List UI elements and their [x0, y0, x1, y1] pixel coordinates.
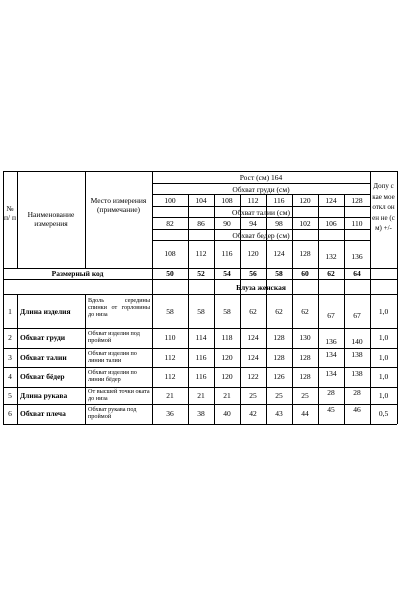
size-code: 64	[353, 269, 361, 278]
chest-value: 116	[273, 196, 285, 205]
row-number: 1	[8, 307, 12, 316]
hips-value: 128	[299, 249, 311, 258]
row-place: Обхват изделия под проймой	[88, 330, 140, 345]
row-value: 45	[327, 405, 335, 414]
row-value: 120	[221, 372, 233, 381]
row-value: 116	[195, 353, 207, 362]
chest-value: 120	[299, 196, 311, 205]
row-tolerance: 1,0	[378, 353, 389, 362]
chest-value: 104	[195, 196, 207, 205]
hips-value: 112	[195, 249, 207, 258]
rule	[3, 171, 397, 172]
row-value: 42	[249, 409, 257, 418]
row-tolerance: 0,5	[378, 409, 389, 418]
row-value: 124	[247, 333, 259, 342]
row-value: 136	[325, 337, 337, 346]
row-value: 134	[325, 369, 337, 378]
row-value: 58	[166, 307, 174, 316]
row-value: 25	[301, 391, 309, 400]
row-tolerance: 1,0	[378, 372, 389, 381]
waist-value: 102	[299, 219, 311, 228]
row-value: 44	[301, 409, 309, 418]
row-value: 25	[275, 391, 283, 400]
row-name: Обхват груди	[20, 333, 66, 342]
size-code: 60	[301, 269, 309, 278]
row-value: 21	[166, 391, 174, 400]
chest-value: 124	[325, 196, 337, 205]
row-value: 38	[197, 409, 205, 418]
waist-value: 90	[223, 219, 231, 228]
row-value: 120	[221, 353, 233, 362]
row-value: 128	[273, 333, 285, 342]
row-value: 62	[301, 307, 309, 316]
row-place: Обхват рукава под проймой	[88, 406, 137, 421]
row-number: 2	[8, 333, 12, 342]
rule	[3, 424, 397, 425]
rule	[152, 206, 370, 207]
row-number: 3	[8, 353, 12, 362]
size-code: 54	[223, 269, 231, 278]
chest-value: 112	[247, 196, 259, 205]
row-value: 126	[273, 372, 285, 381]
row-name: Длина изделия	[20, 307, 71, 316]
waist-value: 94	[249, 219, 257, 228]
hips-value: 116	[221, 249, 233, 258]
chest-value: 108	[221, 196, 233, 205]
row-value: 62	[249, 307, 257, 316]
row-place: От высшей точки оката до низа	[88, 388, 150, 403]
row-value: 122	[247, 372, 259, 381]
hips-value: 124	[273, 249, 285, 258]
row-value: 134	[325, 350, 337, 359]
rule	[85, 294, 86, 424]
waist-value: 106	[325, 219, 337, 228]
row-value: 67	[353, 311, 361, 320]
rule	[397, 171, 398, 424]
row-value: 43	[275, 409, 283, 418]
row-name: Обхват бёдер	[20, 372, 65, 381]
row-value: 58	[223, 307, 231, 316]
row-value: 21	[197, 391, 205, 400]
row-number: 6	[8, 409, 12, 418]
row-value: 112	[164, 353, 176, 362]
header-measurement-name: Наименование измерения	[27, 210, 75, 228]
size-code: 50	[166, 269, 174, 278]
row-value: 62	[275, 307, 283, 316]
hips-value: 108	[164, 249, 176, 258]
row-value: 128	[273, 353, 285, 362]
row-name: Обхват плеча	[20, 409, 66, 418]
row-place: Вдоль середины спинки от горловины до низа	[88, 297, 150, 319]
size-code-label: Размерный код	[51, 269, 104, 278]
row-value: 110	[164, 333, 176, 342]
chest-value: 100	[164, 196, 176, 205]
row-value: 28	[327, 388, 335, 397]
row-value: 25	[249, 391, 257, 400]
size-code: 56	[249, 269, 257, 278]
row-value: 21	[223, 391, 231, 400]
rule	[152, 217, 370, 218]
rule	[17, 294, 18, 424]
size-code: 62	[327, 269, 335, 278]
row-tolerance: 1,0	[378, 333, 389, 342]
chest-label: Обхват груди (см)	[232, 185, 290, 194]
rule	[3, 279, 397, 280]
row-name: Длина рукава	[20, 391, 68, 400]
row-value: 118	[221, 333, 233, 342]
header-measurement-place: Место измерения (примечание)	[90, 196, 147, 214]
rule	[152, 194, 370, 195]
row-value: 58	[197, 307, 205, 316]
chest-value: 128	[351, 196, 363, 205]
row-value: 128	[299, 353, 311, 362]
row-place: Обхват изделия по линии бёдер	[88, 369, 137, 384]
header-number: № п/ п	[4, 204, 16, 222]
row-value: 138	[351, 369, 363, 378]
row-value: 140	[351, 337, 363, 346]
waist-value: 82	[166, 219, 174, 228]
row-value: 112	[164, 372, 176, 381]
row-place: Обхват изделия по линии талии	[88, 350, 137, 365]
rule	[370, 171, 371, 424]
rule	[85, 171, 86, 268]
waist-value: 86	[197, 219, 205, 228]
hips-value: 136	[351, 252, 363, 261]
row-value: 116	[195, 372, 207, 381]
rule	[3, 294, 397, 295]
rule	[17, 171, 18, 268]
rule	[3, 328, 397, 329]
waist-value: 110	[351, 219, 363, 228]
size-code: 58	[275, 269, 283, 278]
row-number: 4	[8, 372, 12, 381]
row-tolerance: 1,0	[378, 391, 389, 400]
row-value: 114	[195, 333, 207, 342]
row-value: 128	[299, 372, 311, 381]
rule	[152, 240, 370, 241]
height-label: Рост (см) 164	[239, 173, 283, 182]
row-value: 67	[327, 311, 335, 320]
header-tolerance: Допу скае мое откл онен не (см) +/-	[372, 182, 395, 232]
hips-value: 132	[325, 252, 337, 261]
rule	[3, 367, 397, 368]
row-value: 36	[166, 409, 174, 418]
section-title: Блуза женская	[236, 283, 286, 292]
row-value: 138	[351, 350, 363, 359]
hips-label: Обхват бедер (см)	[232, 231, 290, 240]
row-tolerance: 1,0	[378, 307, 389, 316]
row-value: 28	[353, 388, 361, 397]
row-number: 5	[8, 391, 12, 400]
rule	[3, 348, 397, 349]
row-value: 130	[299, 333, 311, 342]
rule	[152, 229, 370, 230]
size-code: 52	[197, 269, 205, 278]
row-value: 40	[223, 409, 231, 418]
waist-value: 98	[275, 219, 283, 228]
row-name: Обхват талии	[20, 353, 67, 362]
row-value: 46	[353, 405, 361, 414]
row-value: 124	[247, 353, 259, 362]
waist-label: Обхват талии (см)	[232, 208, 290, 217]
hips-value: 120	[247, 249, 259, 258]
rule	[152, 183, 370, 184]
